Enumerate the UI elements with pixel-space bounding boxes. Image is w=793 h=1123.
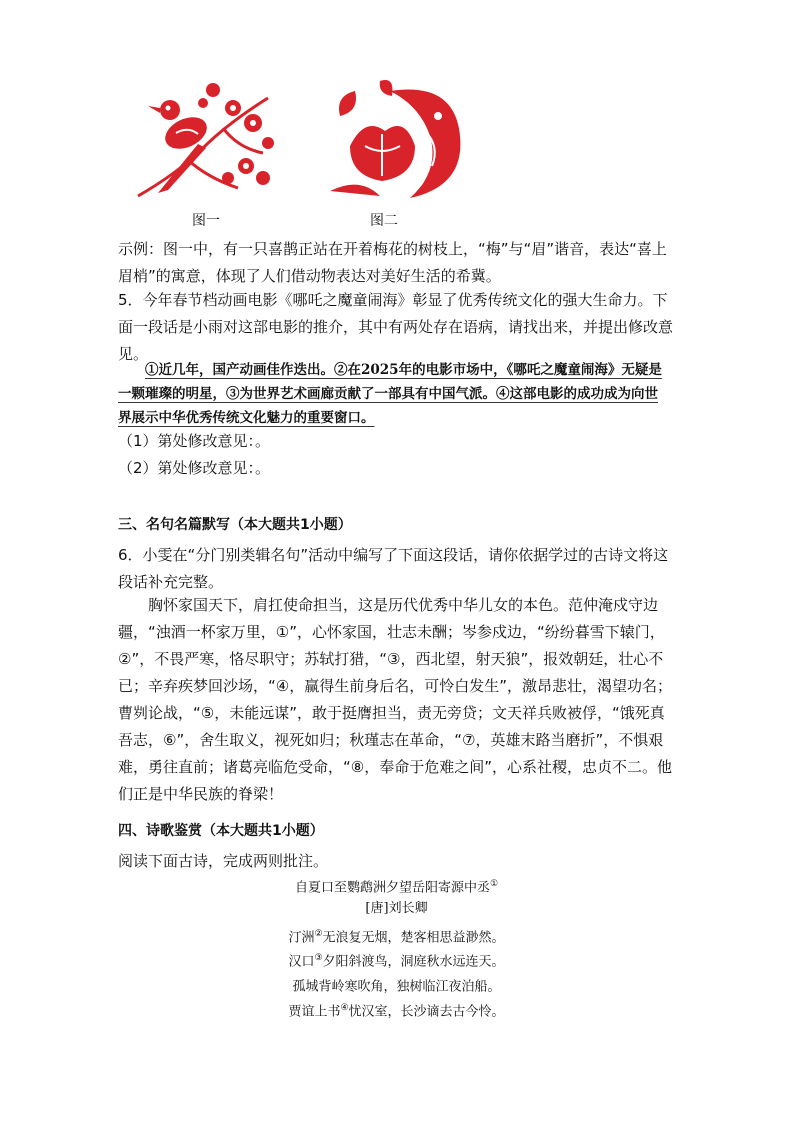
- lotus-fish-papercut-image: [320, 76, 470, 206]
- poem-line: 汉口③夕阳斜渡鸟，洞庭秋水远连天。: [288, 953, 505, 970]
- section-4-heading: 四、诗歌鉴赏（本大题共1小题）: [118, 823, 324, 839]
- poem-line: 孤城背岭寒吹角，独树临江夜泊船。: [292, 979, 501, 995]
- q6-stem: 6．小雯在“分门别类辑名句”活动中编写了下面这段话，请你依据学过的古诗文将这段话补充完整。: [118, 546, 669, 591]
- q5-passage-text: ①近几年，国产动画佳作迭出。②在2025年的电影市场中，《哪吒之魔童闹海》无疑是一颗璀璨的明星，③为世界艺术画廊贡献了一部具有中国气派。④这部电影的成功成为向世界展示中华优秀传统文化魅力的重要窗口。: [118, 362, 662, 426]
- poem-intro: 阅读下面古诗，完成两则批注。: [118, 852, 329, 870]
- q5-stem: 5．今年春节档动画电影《哪吒之魔童闹海》彰显了优秀传统文化的强大生命力。下面一段话是小雨对这部电影的推介，其中有两处存在语病，请找出来，并提出修改意见。: [118, 291, 674, 363]
- poem-author: [唐]刘长卿: [365, 900, 428, 916]
- figure-2-caption: 图二: [370, 213, 398, 229]
- magpie-plum-papercut-image: [128, 78, 278, 204]
- poem: [0, 872, 793, 1021]
- poem-line: 贾谊上书④忧汉室，长沙谪去古今怜。: [288, 1002, 505, 1020]
- q5-answer-2: （2）第处修改意见：。: [118, 459, 271, 477]
- poem-title-text: 自夏口至鹦鹉洲夕望岳阳寄源中丞: [294, 880, 490, 896]
- poem-title: [0, 872, 793, 897]
- q5-passage: [118, 358, 666, 430]
- figures: [120, 74, 490, 234]
- poem-line: 汀洲②无浪复无烟，楚客相思益渺然。: [288, 928, 505, 945]
- poem-title-note: ①: [489, 879, 499, 889]
- q6-body: 胸怀家国天下，肩扛使命担当，这是历代优秀中华儿女的本色。范仲淹戍守边疆，“浊酒一杯家万里，①”，心怀家国，壮志未酬；岑参戍边，“纷纷暮雪下辕门，②”，不畏严寒，恪尽职守；苏轼打猎，“③，西北望，射天狼”，报效朝廷，壮心不已；辛弃疾梦回沙场，“④，赢得生前身后名，可怜白发生”，激昂悲壮，渴望功名；曹刿论战，“⑤，未能远谋”，敢于挺膺担当，责无旁贷；文天祥兵败被俘，“饿死真吾志，⑥”，舍生取义，视死如归；秋瑾志在革命，“⑦，英雄末路当磨折”，不惧艰难，勇往直前；诸葛亮临危受命，“⑧，奉命于危难之间”，心系社稷，忠贞不二。他们正是中华民族的脊梁！: [118, 596, 672, 803]
- figure-1-caption: 图一: [192, 213, 220, 229]
- example-paragraph: 示例：图一中，有一只喜鹊正站在开着梅花的树枝上，“梅”与“眉”谐音，表达“喜上眉梢”的寓意，体现了人们借动物表达对美好生活的希冀。: [118, 240, 667, 285]
- q5-answer-1: （1）第处修改意见：。: [118, 432, 271, 450]
- section-3-heading: 三、名句名篇默写（本大题共1小题）: [118, 517, 352, 533]
